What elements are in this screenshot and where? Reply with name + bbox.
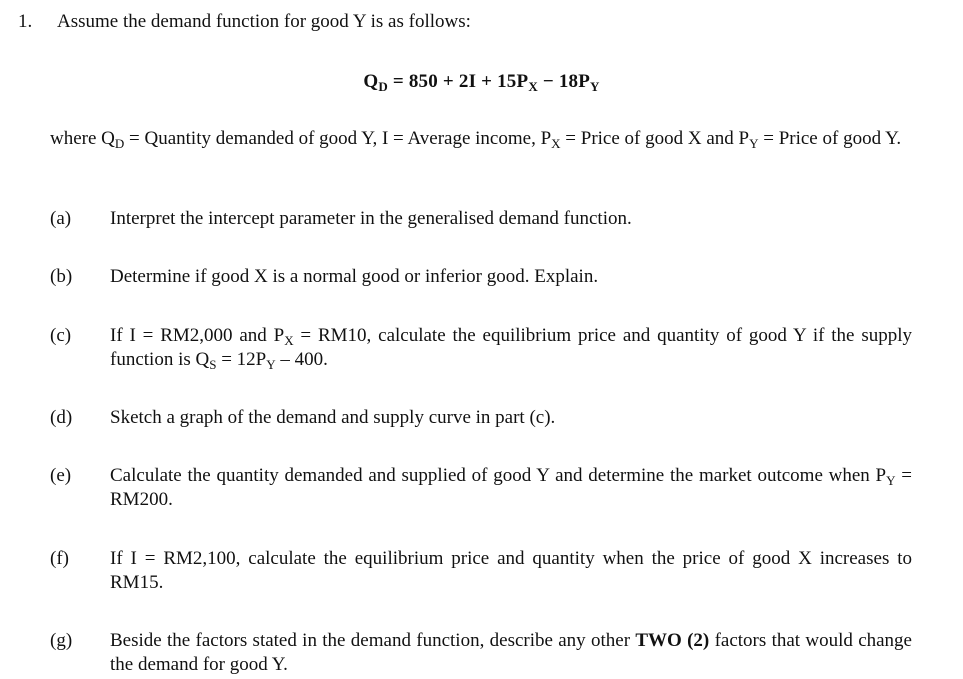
- where-t1: where Q: [50, 128, 115, 149]
- part-c-s2: S: [209, 357, 217, 372]
- eq-q-sub: D: [378, 79, 388, 94]
- eq-q: Q: [363, 71, 379, 92]
- where-definitions: [50, 127, 912, 151]
- question-intro: Assume the demand function for good Y is as follows:: [57, 11, 471, 32]
- part-b-text: Determine if good X is a normal good or inferior good. Explain.: [110, 266, 599, 287]
- part-d-text: Sketch a graph of the demand and supply curve in part (c).: [110, 407, 556, 428]
- eq-py-sub: Y: [590, 79, 600, 94]
- demand-equation: [0, 70, 963, 94]
- part-e-s1: Y: [886, 473, 896, 488]
- where-t2: = Quantity demanded of good Y, I = Average income, P: [124, 128, 552, 149]
- part-e-t1: Calculate the quantity demanded and supplied of good Y and determine the market outcome when P: [110, 465, 887, 486]
- part-e-t2: = RM200.: [110, 465, 913, 510]
- where-s3: Y: [749, 136, 759, 151]
- part-a-label: (a): [50, 208, 72, 229]
- part-g-text: [110, 629, 912, 677]
- part-g-t2: factors that would change the demand for good Y.: [110, 630, 912, 675]
- part-g-t1: Beside the factors stated in the demand function, describe any other: [110, 630, 636, 651]
- part-g-bold: TWO (2): [635, 630, 710, 651]
- part-f-text: If I = RM2,100, calculate the equilibrium price and quantity when the price of good X increases to RM15.: [110, 548, 912, 593]
- part-c-t4: – 400.: [275, 349, 328, 370]
- part-f-label: (f): [50, 548, 69, 569]
- eq-rhs-1: = 850 + 2I + 15P: [387, 71, 529, 92]
- where-t3: = Price of good X and P: [560, 128, 750, 149]
- part-c-label: (c): [50, 325, 72, 346]
- part-c-t2: = RM10, calculate the equilibrium price and quantity of good Y if the supply function is Q: [110, 325, 912, 370]
- where-s1: D: [114, 136, 125, 151]
- part-c-t3: = 12P: [216, 349, 267, 370]
- eq-px-sub: X: [528, 79, 538, 94]
- where-t4: = Price of good Y.: [758, 128, 902, 149]
- question-number: 1.: [18, 11, 33, 32]
- part-b-label: (b): [50, 266, 73, 287]
- part-c-t1: If I = RM2,000 and P: [110, 325, 285, 346]
- part-a-text: Interpret the intercept parameter in the generalised demand function.: [110, 208, 632, 229]
- eq-rhs-2: − 18P: [537, 71, 591, 92]
- part-e-text: [110, 464, 912, 512]
- part-d-label: (d): [50, 407, 73, 428]
- part-c-text: [110, 324, 912, 372]
- part-c-s1: X: [284, 333, 294, 348]
- where-s2: X: [551, 136, 561, 151]
- part-g-label: (g): [50, 630, 73, 651]
- part-e-label: (e): [50, 465, 72, 486]
- part-c-s3: Y: [266, 357, 276, 372]
